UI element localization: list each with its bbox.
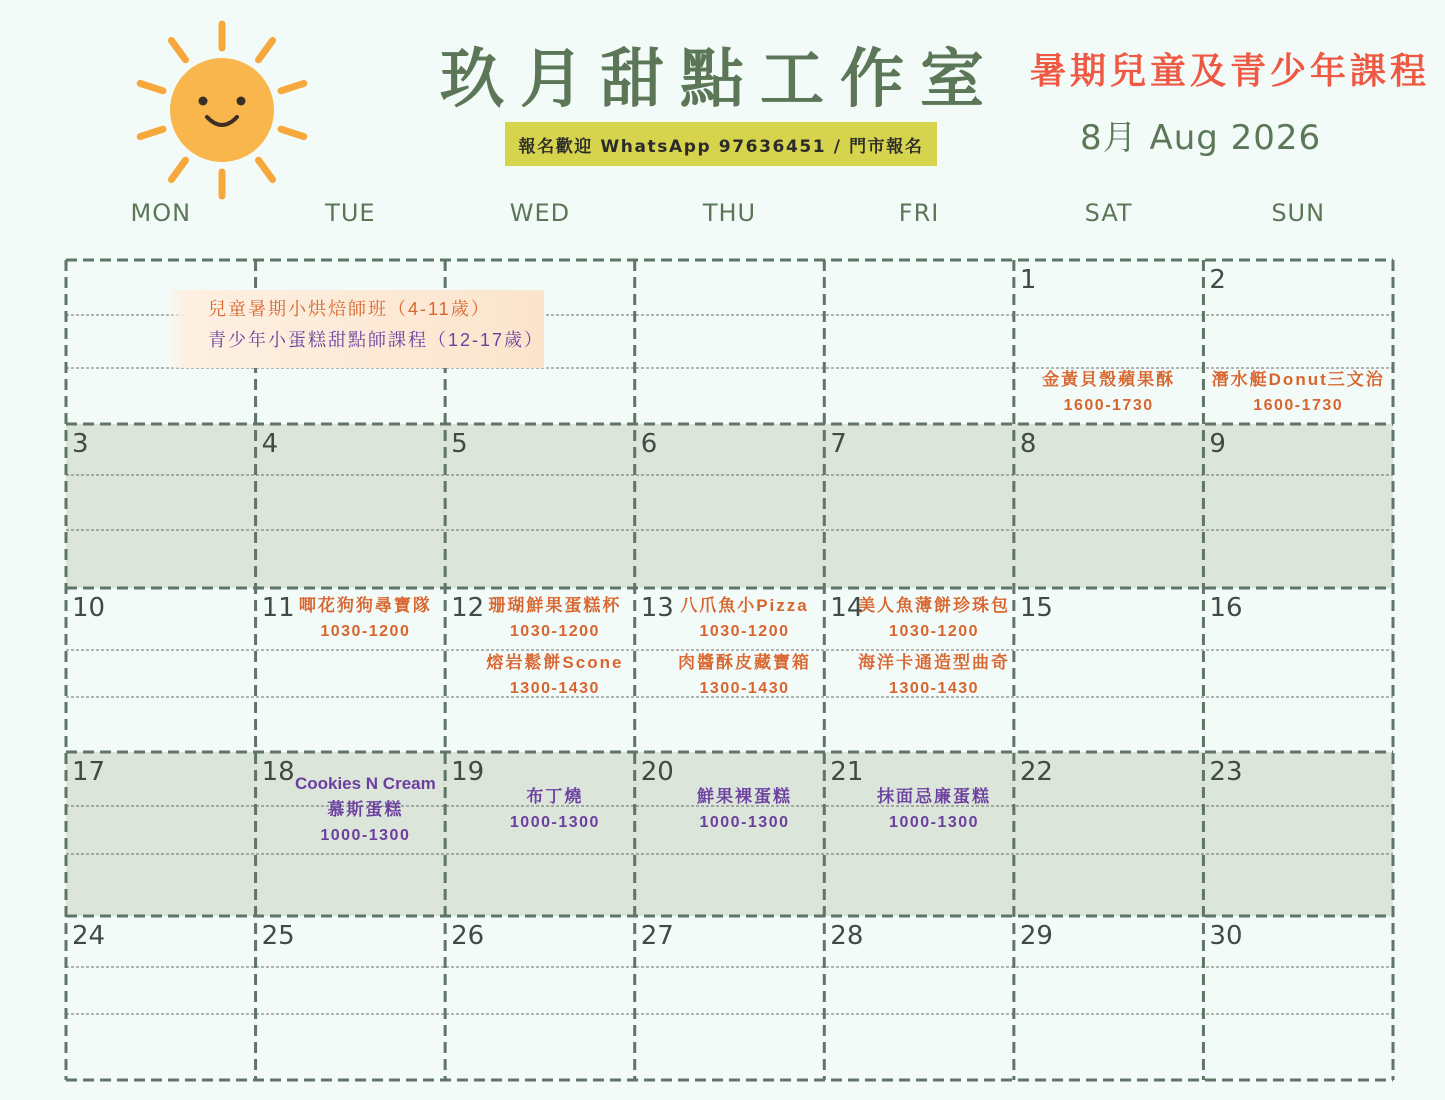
sun-ray — [281, 129, 304, 136]
calendar-day-cell — [1014, 260, 1204, 424]
event-time: 1030-1200 — [320, 623, 411, 640]
sun-ray — [171, 40, 185, 59]
event-list — [665, 593, 825, 702]
month-label: 8月 Aug 2026 — [1080, 118, 1322, 158]
day-number: 23 — [1209, 757, 1243, 787]
day-number: 17 — [72, 757, 106, 787]
day-number: 16 — [1209, 593, 1243, 623]
day-number: 19 — [451, 757, 485, 787]
day-number: 29 — [1019, 921, 1053, 951]
day-number: 30 — [1209, 921, 1243, 951]
day-number: 26 — [451, 921, 485, 951]
calendar-day-cell — [1014, 916, 1204, 1080]
course-event — [510, 784, 600, 836]
calendar-day-cell — [256, 588, 446, 752]
day-number: 28 — [830, 921, 864, 951]
event-title: 唧花狗狗尋寶隊 — [298, 596, 432, 615]
day-number: 21 — [830, 757, 864, 787]
event-title: 美人魚薄餅珍珠包 — [858, 596, 1011, 615]
calendar-day-cell — [824, 588, 1014, 752]
day-number: 11 — [261, 593, 295, 623]
event-list — [854, 593, 1014, 702]
event-list — [475, 752, 635, 868]
event-title: 布丁燒 — [526, 787, 584, 806]
calendar-day-cell — [1014, 424, 1204, 588]
day-number: 3 — [72, 429, 89, 459]
course-event — [858, 650, 1010, 702]
calendar-day-cell — [1203, 588, 1393, 752]
event-time: 1300-1430 — [509, 680, 600, 697]
event-title: Cookies N Cream — [294, 774, 436, 793]
course-event — [1212, 367, 1385, 419]
day-number: 13 — [640, 593, 674, 623]
course-event — [1042, 367, 1175, 419]
smiling-sun-icon — [0, 0, 340, 210]
event-list — [286, 593, 446, 645]
day-number: 24 — [72, 921, 106, 951]
calendar-day-cell — [256, 752, 446, 916]
event-title: 八爪魚小Pizza — [680, 596, 809, 615]
day-number: 8 — [1019, 429, 1037, 459]
calendar-day-cell — [824, 916, 1014, 1080]
calendar-day-cell — [445, 588, 635, 752]
month-calendar — [66, 260, 1393, 1080]
calendar-day-cell — [445, 916, 635, 1080]
event-title: 金黃貝殼蘋果酥 — [1042, 370, 1176, 389]
calendar-day-cell — [635, 588, 825, 752]
calendar-day-cell — [66, 588, 256, 752]
weekday-header: WED — [509, 199, 571, 227]
calendar-day-cell — [445, 752, 635, 916]
sun-ray — [140, 129, 163, 136]
event-title: 熔岩鬆餅Scone — [486, 653, 624, 672]
day-number: 9 — [1209, 429, 1226, 459]
program-legend — [170, 290, 544, 368]
calendar-day-cell — [635, 260, 825, 424]
calendar-day-cell — [1203, 424, 1393, 588]
event-list — [854, 752, 1014, 868]
day-number: 6 — [640, 429, 658, 459]
course-event — [697, 784, 792, 836]
calendar-day-cell — [824, 424, 1014, 588]
event-time: 1000-1300 — [889, 814, 980, 831]
course-event — [486, 650, 623, 702]
calendar-day-cell — [66, 424, 256, 588]
calendar-day-cell — [256, 916, 446, 1080]
calendar-day-cell — [1014, 752, 1204, 916]
day-number: 2 — [1209, 265, 1226, 295]
calendar-day-cell — [66, 916, 256, 1080]
course-event — [299, 593, 432, 645]
event-time: 1000-1300 — [509, 814, 600, 831]
event-time: 1030-1200 — [699, 623, 790, 640]
day-number: 20 — [640, 757, 674, 787]
calendar-day-cell — [635, 424, 825, 588]
weekday-header: SAT — [1084, 199, 1133, 227]
day-number: 10 — [72, 593, 106, 623]
event-list — [286, 752, 446, 868]
calendar-day-cell — [1203, 752, 1393, 916]
sun-disk — [170, 58, 274, 162]
day-number: 1 — [1019, 265, 1037, 295]
day-number: 15 — [1019, 593, 1053, 623]
event-list — [1014, 367, 1204, 419]
legend-kids-program: 兒童暑期小烘焙師班（4-11歲） — [208, 299, 491, 319]
sun-ray — [281, 83, 304, 90]
course-event — [678, 650, 811, 702]
event-title: 海洋卡通造型曲奇 — [858, 653, 1011, 672]
event-title: 慕斯蛋糕 — [327, 800, 404, 819]
sun-ray — [259, 160, 273, 179]
course-event — [488, 593, 621, 645]
weekday-header: MON — [130, 199, 192, 227]
event-title: 珊瑚鮮果蛋糕杯 — [488, 596, 622, 615]
sun-eye — [199, 97, 208, 106]
legend-teen-program: 青少年小蛋糕甜點師課程（12-17歲） — [208, 330, 545, 350]
event-list — [1203, 367, 1393, 419]
sun-ray — [171, 160, 185, 179]
event-title: 抹面忌廉蛋糕 — [877, 787, 992, 806]
event-list — [665, 752, 825, 868]
calendar-day-cell — [1203, 260, 1393, 424]
event-time: 1000-1300 — [320, 827, 411, 844]
weekday-header: FRI — [898, 199, 940, 227]
course-event — [877, 784, 991, 836]
day-number: 25 — [261, 921, 295, 951]
studio-title: 玖月甜點工作室 — [440, 43, 1000, 117]
calendar-day-cell — [445, 424, 635, 588]
weekday-header: SUN — [1271, 199, 1326, 227]
day-number: 5 — [451, 429, 468, 459]
event-list — [475, 593, 635, 702]
calendar-day-cell — [1014, 588, 1204, 752]
weekday-header: TUE — [325, 199, 376, 227]
sun-ray — [140, 83, 163, 90]
calendar-day-cell — [1203, 916, 1393, 1080]
event-title: 潛水艇Donut三文治 — [1211, 370, 1385, 389]
event-title: 鮮果裸蛋糕 — [696, 787, 792, 806]
calendar-day-cell — [824, 752, 1014, 916]
sun-eye — [237, 97, 246, 106]
calendar-day-cell — [824, 260, 1014, 424]
day-number: 4 — [261, 429, 279, 459]
course-event — [295, 771, 436, 849]
day-number: 18 — [261, 757, 295, 787]
event-time: 1030-1200 — [509, 623, 600, 640]
event-time: 1600-1730 — [1253, 397, 1344, 414]
program-subtitle: 暑期兒童及青少年課程 — [1030, 51, 1431, 92]
weekday-header: THU — [702, 199, 757, 227]
event-time: 1030-1200 — [889, 623, 980, 640]
day-number: 7 — [830, 429, 847, 459]
day-number: 27 — [640, 921, 674, 951]
calendar-day-cell — [256, 424, 446, 588]
day-number: 14 — [830, 593, 864, 623]
event-time: 1300-1430 — [699, 680, 790, 697]
event-time: 1000-1300 — [699, 814, 790, 831]
event-title: 肉醬酥皮藏寶箱 — [677, 653, 811, 672]
course-event — [858, 593, 1010, 645]
calendar-day-cell — [66, 752, 256, 916]
sun-ray — [259, 40, 273, 59]
event-time: 1600-1730 — [1063, 397, 1154, 414]
calendar-day-cell — [635, 916, 825, 1080]
registration-banner: 報名歡迎 WhatsApp 97636451 / 門市報名 — [505, 122, 937, 166]
day-number: 22 — [1019, 757, 1053, 787]
event-time: 1300-1430 — [889, 680, 980, 697]
calendar-grid — [66, 260, 1393, 1080]
course-event — [680, 593, 809, 645]
calendar-day-cell — [635, 752, 825, 916]
weekday-header-row — [66, 198, 1393, 228]
day-number: 12 — [451, 593, 485, 623]
